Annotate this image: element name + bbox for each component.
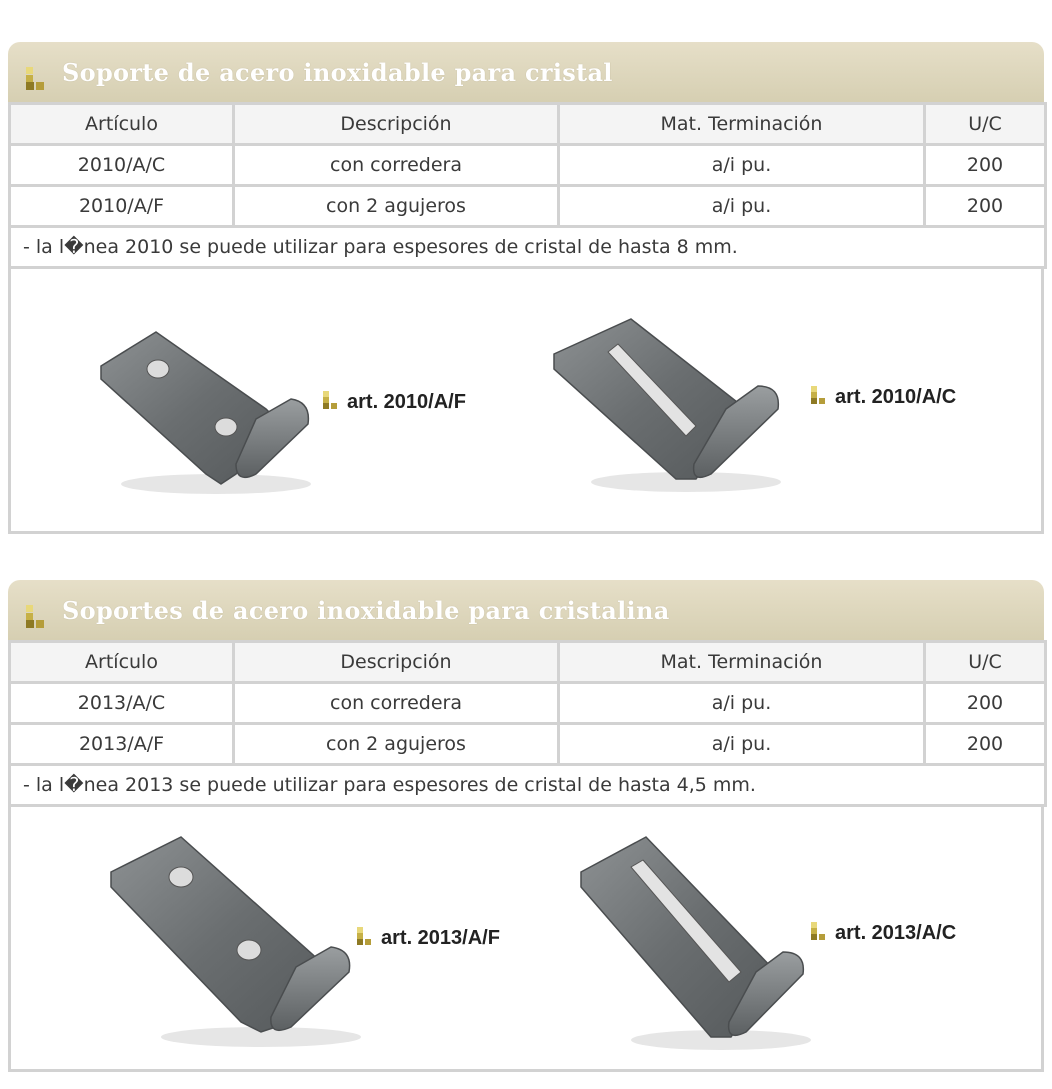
section-header (8, 42, 1044, 102)
bullet-icon (357, 927, 377, 945)
column-header: Mat. Terminación (559, 104, 925, 145)
bracket-two-holes-icon (101, 832, 371, 1052)
cell-units: 200 (925, 186, 1046, 227)
cell-article: 2013/A/C (10, 683, 234, 724)
column-header: Artículo (10, 104, 234, 145)
section-header (8, 580, 1044, 640)
table-row (10, 683, 1046, 724)
section-title: Soportes de acero inoxidable para cristalina (62, 596, 670, 625)
product-images (8, 269, 1044, 534)
table-header-row (10, 642, 1046, 683)
bracket-slot-icon (546, 314, 796, 494)
table-header-row (10, 104, 1046, 145)
column-header: Descripción (234, 104, 559, 145)
cell-material: a/i pu. (559, 145, 925, 186)
cell-article: 2010/A/F (10, 186, 234, 227)
cell-description: con corredera (234, 683, 559, 724)
column-header: U/C (925, 642, 1046, 683)
product-caption (357, 927, 500, 950)
product-section (8, 580, 1044, 1072)
cell-description: con corredera (234, 145, 559, 186)
cell-units: 200 (925, 724, 1046, 765)
product-table (8, 102, 1047, 269)
product-caption (323, 391, 466, 414)
bullet-icon (323, 391, 343, 409)
bullet-icon (26, 67, 48, 89)
cell-article: 2013/A/F (10, 724, 234, 765)
product-caption (811, 386, 956, 409)
table-row (10, 186, 1046, 227)
table-row (10, 145, 1046, 186)
column-header: U/C (925, 104, 1046, 145)
bracket-slot-icon (571, 832, 821, 1052)
cell-description: con 2 agujeros (234, 724, 559, 765)
bullet-icon (811, 922, 831, 940)
caption-text: art. 2010/A/F (347, 391, 466, 413)
column-header: Descripción (234, 642, 559, 683)
bullet-icon (811, 386, 831, 404)
cell-article: 2010/A/C (10, 145, 234, 186)
cell-description: con 2 agujeros (234, 186, 559, 227)
note-text: - la l�nea 2010 se puede utilizar para espesores de cristal de hasta 8 mm. (10, 227, 1046, 268)
caption-text: art. 2013/A/F (381, 927, 500, 949)
cell-units: 200 (925, 683, 1046, 724)
product-section (8, 42, 1044, 534)
table-note-row (10, 765, 1046, 806)
column-header: Artículo (10, 642, 234, 683)
section-title: Soporte de acero inoxidable para cristal (62, 58, 613, 87)
cell-material: a/i pu. (559, 186, 925, 227)
column-header: Mat. Terminación (559, 642, 925, 683)
bracket-two-holes-icon (86, 324, 326, 504)
cell-material: a/i pu. (559, 683, 925, 724)
cell-units: 200 (925, 145, 1046, 186)
table-row (10, 724, 1046, 765)
caption-text: art. 2013/A/C (835, 922, 957, 944)
product-caption (811, 922, 956, 945)
note-text: - la l�nea 2013 se puede utilizar para espesores de cristal de hasta 4,5 mm. (10, 765, 1046, 806)
table-note-row (10, 227, 1046, 268)
caption-text: art. 2010/A/C (835, 386, 957, 408)
bullet-icon (26, 605, 48, 627)
product-table (8, 640, 1047, 807)
cell-material: a/i pu. (559, 724, 925, 765)
product-images (8, 807, 1044, 1072)
